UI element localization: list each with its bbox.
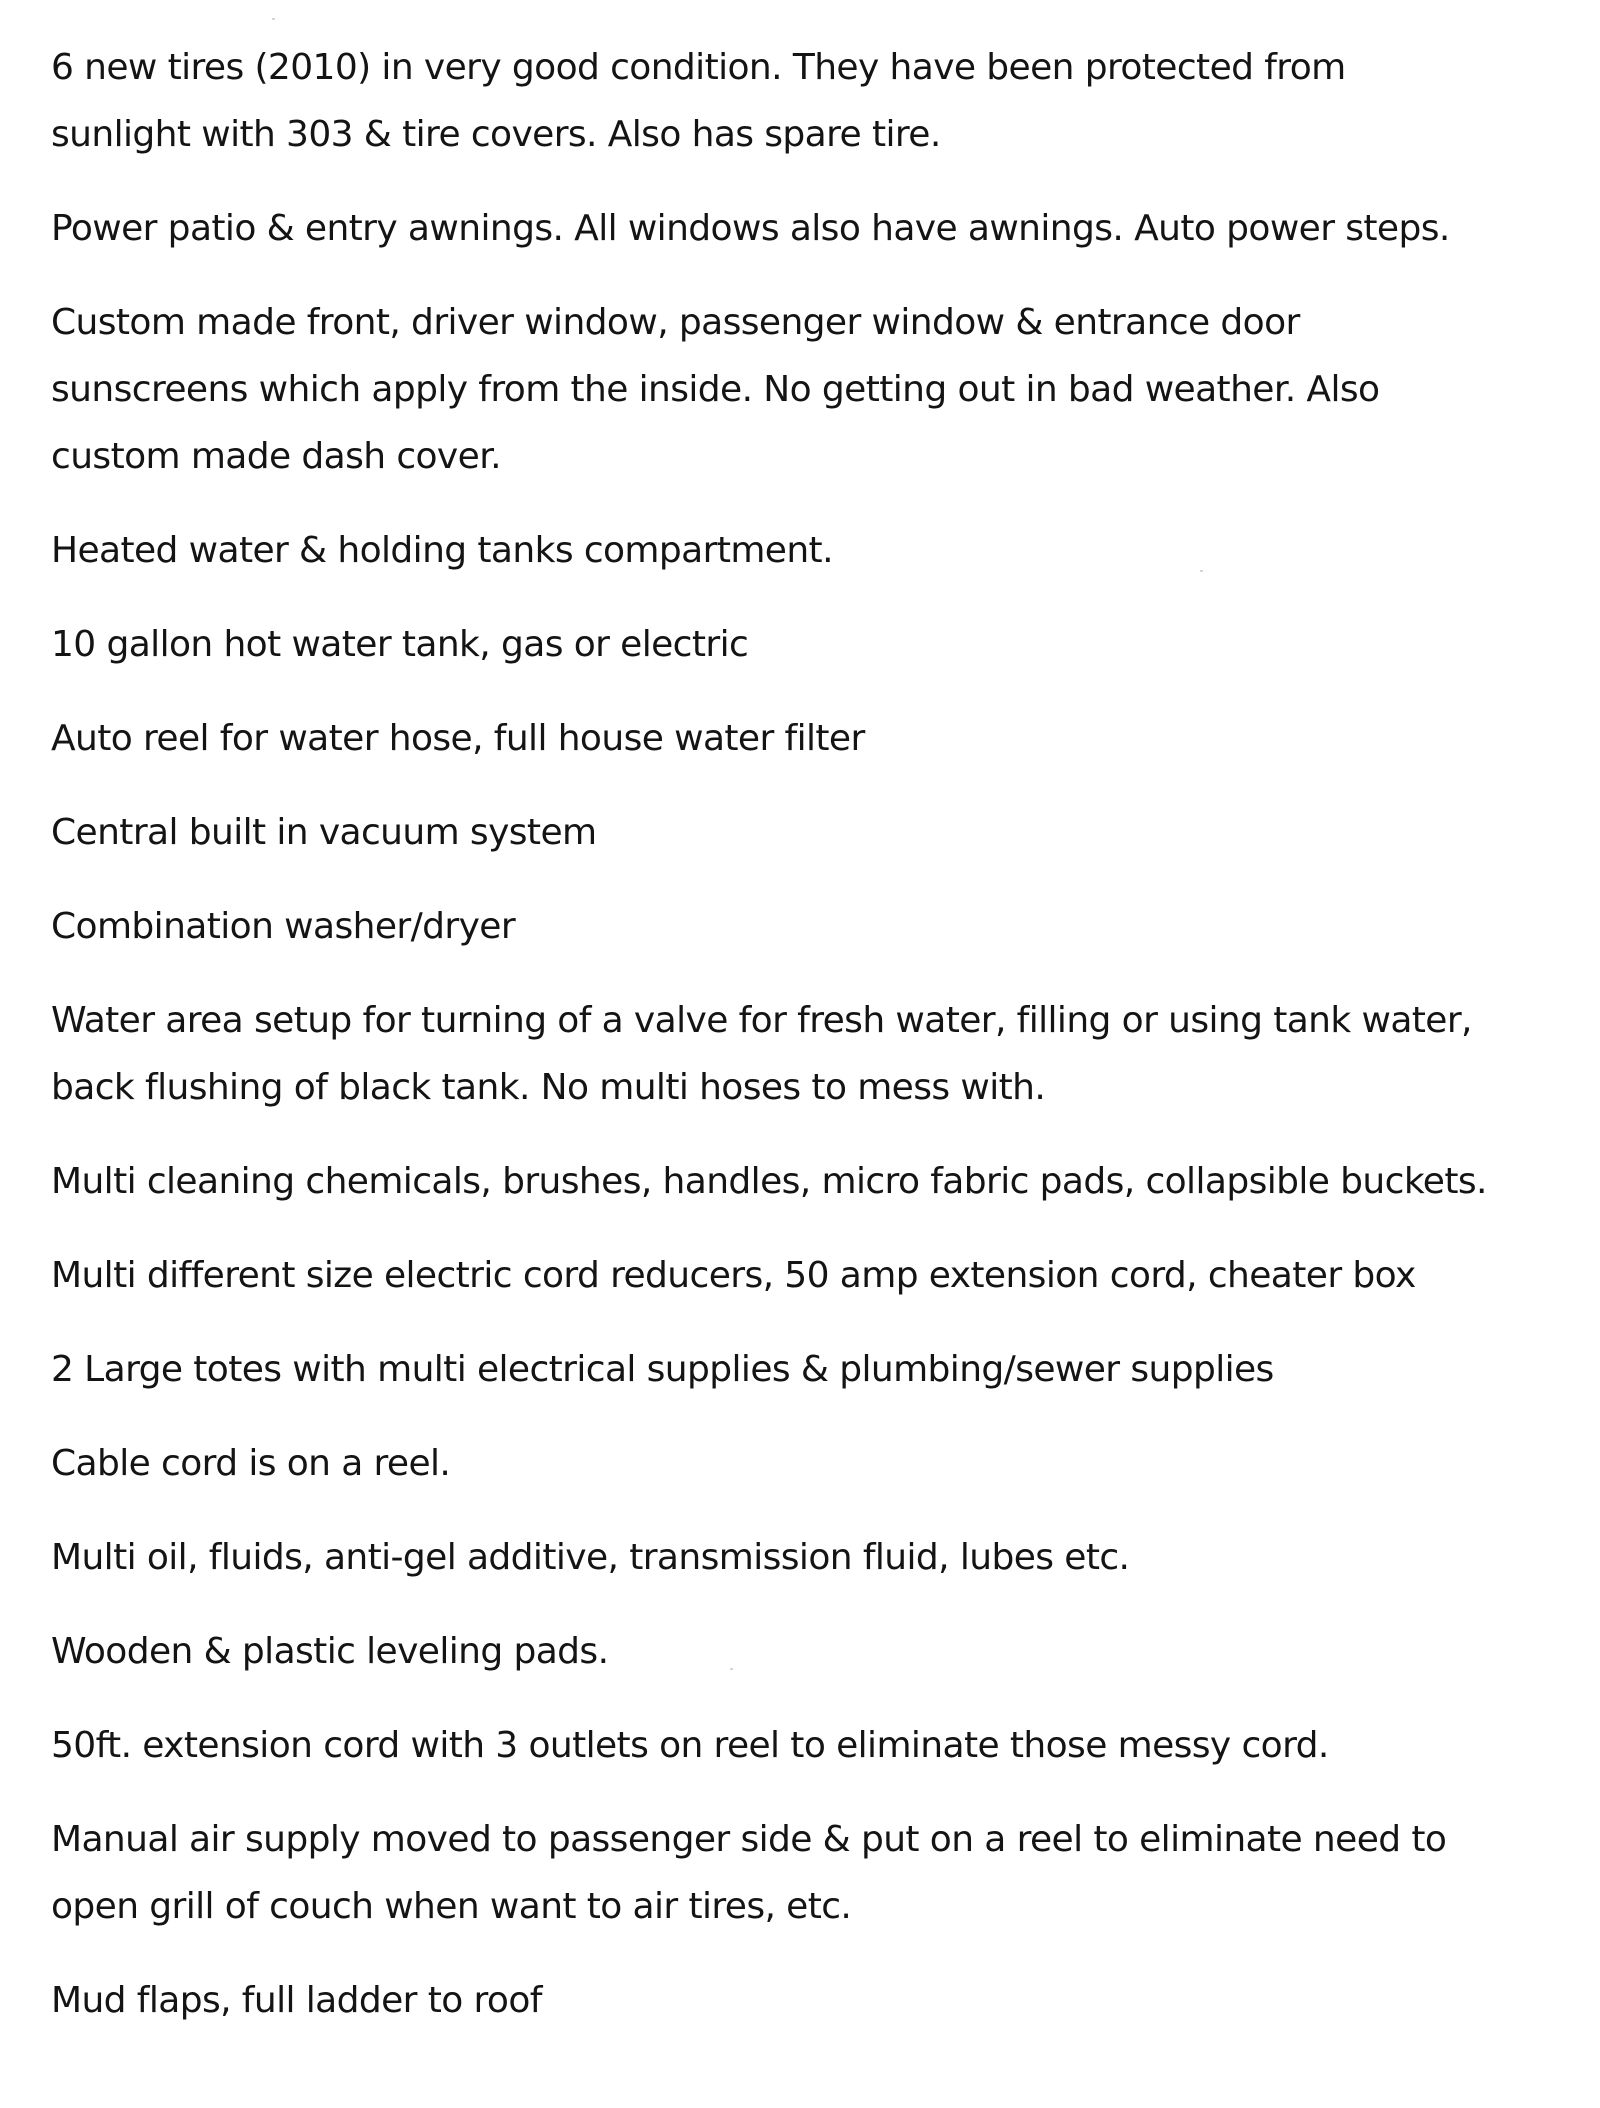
list-item bbox=[51, 1148, 1571, 1215]
item-line: Mud flaps, full ladder to roof bbox=[51, 1980, 542, 2021]
scan-speck bbox=[272, 18, 275, 20]
item-line: Wooden & plastic leveling pads. bbox=[51, 1631, 609, 1672]
item-line: Heated water & holding tanks compartment. bbox=[51, 530, 833, 571]
item-line: back flushing of black tank. No multi hoses to mess with. bbox=[51, 1067, 1046, 1108]
feature-list bbox=[51, 34, 1571, 2061]
item-line: 2 Large totes with multi electrical supplies & plumbing/sewer supplies bbox=[51, 1349, 1274, 1390]
list-item bbox=[51, 893, 1571, 960]
list-item bbox=[51, 34, 1571, 168]
item-line: Manual air supply moved to passenger side & put on a reel to eliminate need to bbox=[51, 1819, 1447, 1860]
list-item bbox=[51, 987, 1571, 1121]
item-line: sunscreens which apply from the inside. No getting out in bad weather. Also bbox=[51, 369, 1380, 410]
list-item bbox=[51, 517, 1571, 584]
list-item bbox=[51, 1806, 1571, 1940]
item-line: Auto reel for water hose, full house water filter bbox=[51, 718, 865, 759]
list-item bbox=[51, 195, 1571, 262]
item-line: Multi oil, fluids, anti-gel additive, transmission fluid, lubes etc. bbox=[51, 1537, 1130, 1578]
list-item bbox=[51, 611, 1571, 678]
item-line: Power patio & entry awnings. All windows also have awnings. Auto power steps. bbox=[51, 208, 1450, 249]
item-line: Custom made front, driver window, passenger window & entrance door bbox=[51, 302, 1300, 343]
list-item bbox=[51, 1524, 1571, 1591]
list-item bbox=[51, 1242, 1571, 1309]
item-line: 50ft. extension cord with 3 outlets on reel to eliminate those messy cord. bbox=[51, 1725, 1329, 1766]
item-line: custom made dash cover. bbox=[51, 436, 501, 477]
item-line: Water area setup for turning of a valve for fresh water, filling or using tank water, bbox=[51, 1000, 1472, 1041]
item-line: Central built in vacuum system bbox=[51, 812, 597, 853]
list-item bbox=[51, 1336, 1571, 1403]
list-item bbox=[51, 799, 1571, 866]
list-item bbox=[51, 1618, 1571, 1685]
item-line: Cable cord is on a reel. bbox=[51, 1443, 451, 1484]
list-item bbox=[51, 289, 1571, 490]
item-line: 10 gallon hot water tank, gas or electric bbox=[51, 624, 749, 665]
item-line: Combination washer/dryer bbox=[51, 906, 516, 947]
item-line: Multi different size electric cord reducers, 50 amp extension cord, cheater box bbox=[51, 1255, 1416, 1296]
item-line: open grill of couch when want to air tires, etc. bbox=[51, 1886, 852, 1927]
list-item bbox=[51, 1430, 1571, 1497]
list-item bbox=[51, 705, 1571, 772]
list-item bbox=[51, 1967, 1571, 2034]
item-line: sunlight with 303 & tire covers. Also has spare tire. bbox=[51, 114, 941, 155]
item-line: Multi cleaning chemicals, brushes, handles, micro fabric pads, collapsible buckets. bbox=[51, 1161, 1487, 1202]
item-line: 6 new tires (2010) in very good condition. They have been protected from bbox=[51, 47, 1346, 88]
list-item bbox=[51, 1712, 1571, 1779]
